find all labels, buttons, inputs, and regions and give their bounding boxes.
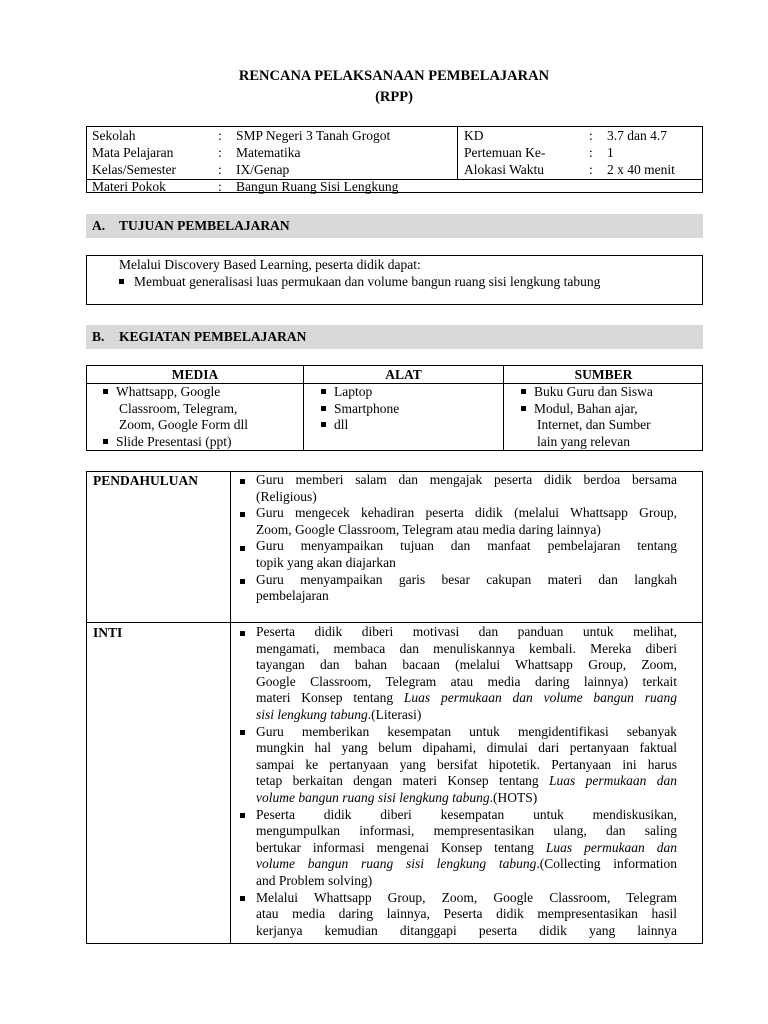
inti-italic-text: Luas permukaan dan volume bangun ruang	[403, 690, 677, 706]
inti-line: mengamati, membaca dan menuliskannya kembali. Mereka diberi	[256, 640, 677, 656]
info-table	[86, 126, 703, 193]
pendahuluan-line: pembelajaran	[256, 588, 329, 604]
inti-italic-text: volume bangun ruang sisi lengkung tabung	[256, 856, 537, 872]
column-divider	[230, 472, 231, 944]
section-b-letter: B.	[92, 329, 105, 344]
inti-text: .(HOTS)	[489, 790, 538, 805]
bullet-icon	[240, 896, 245, 901]
alat-item-text: Smartphone	[334, 400, 400, 416]
goals-box	[86, 255, 703, 305]
sumber-item-text: Modul, Bahan ajar,	[534, 400, 638, 416]
inti-line: atau media daring lainnya, Peserta didik mempresentasikan hasil	[256, 906, 677, 922]
bullet-icon	[240, 546, 245, 551]
sumber-item	[521, 384, 653, 401]
bullet-icon	[240, 512, 245, 517]
pendahuluan-label: PENDAHULUAN	[93, 473, 199, 488]
bullet-icon	[119, 279, 124, 284]
sumber-item	[521, 401, 638, 418]
pendahuluan-line: topik yang akan diajarkan	[256, 555, 396, 570]
meeting-value: 1	[607, 145, 614, 160]
resources-table	[86, 365, 703, 451]
inti-label: INTI	[93, 625, 123, 640]
bullet-icon	[521, 389, 526, 394]
alat-item-text: dll	[334, 417, 349, 432]
info-divider	[457, 127, 458, 179]
colon: :	[218, 145, 222, 160]
kd-label: KD	[464, 128, 484, 143]
pendahuluan-line: Guru menyampaikan tujuan dan manfaat pembelajaran tentang	[256, 538, 677, 554]
inti-line	[256, 790, 677, 807]
alat-item	[321, 384, 372, 401]
inti-line: mungkin hal yang belum dipahami, dimulai dari pertanyaan faktual	[256, 740, 677, 756]
inti-italic-text: sisi lengkung tabung	[256, 707, 368, 722]
inti-line	[256, 773, 677, 790]
subject-value: Matematika	[236, 145, 301, 160]
colon: :	[589, 128, 593, 143]
time-label: Alokasi Waktu	[464, 162, 545, 177]
bullet-icon	[321, 389, 326, 394]
material-value: Bangun Ruang Sisi Lengkung	[236, 179, 399, 194]
media-item-text: Whattsapp, Google	[116, 384, 221, 399]
inti-italic-text: volume bangun ruang sisi lengkung tabung	[256, 790, 490, 805]
inti-line	[256, 690, 677, 707]
pendahuluan-line: Zoom, Google Classroom, Telegram atau media daring lainnya)	[256, 521, 601, 537]
meeting-label: Pertemuan Ke-	[464, 145, 546, 160]
inti-line	[256, 707, 677, 724]
class-value: IX/Genap	[236, 162, 290, 177]
colon: :	[218, 162, 222, 177]
kd-value: 3.7 dan 4.7	[607, 128, 667, 143]
bullet-icon	[240, 813, 245, 818]
class-label: Kelas/Semester	[92, 162, 176, 177]
school-value: SMP Negeri 3 Tanah Grogot	[236, 128, 391, 143]
section-b-title: KEGIATAN PEMBELAJARAN	[119, 329, 307, 344]
section-a-letter: A.	[92, 218, 106, 233]
pendahuluan-line: (Religious)	[256, 488, 317, 504]
alat-item	[321, 401, 399, 418]
row-divider	[87, 943, 702, 944]
section-b-header	[86, 325, 703, 349]
bullet-icon	[321, 406, 326, 411]
activities-table	[86, 471, 703, 944]
material-label: Materi Pokok	[92, 179, 166, 194]
bullet-icon	[103, 439, 108, 444]
alat-item	[321, 417, 348, 434]
bullet-icon	[240, 479, 245, 484]
media-item	[103, 434, 231, 451]
pendahuluan-line: Guru mengecek kehadiran peserta didik (melalui Whattsapp Group,	[256, 505, 677, 521]
inti-line: mengumpulkan informasi, mempresentasikan ulang, dan saling	[256, 823, 677, 839]
bullet-icon	[240, 730, 245, 735]
inti-line	[256, 856, 677, 873]
inti-text: bertukar informasi mengenai Konsep tentang	[256, 839, 546, 855]
inti-italic-text: Luas permukaan dan	[549, 773, 678, 789]
document-title: RENCANA PELAKSANAAN PEMBELAJARAN	[238, 68, 550, 84]
goals-intro: Melalui Discovery Based Learning, peserta didik dapat:	[119, 257, 421, 272]
media-header: MEDIA	[171, 367, 219, 382]
section-a-title: TUJUAN PEMBELAJARAN	[119, 218, 290, 233]
inti-line: Guru memberikan kesempatan untuk mengidentifikasi sebanyak	[256, 723, 677, 739]
time-value: 2 x 40 menit	[607, 162, 675, 177]
document-subtitle: (RPP)	[375, 89, 413, 105]
colon: :	[218, 179, 222, 194]
school-label: Sekolah	[92, 128, 136, 143]
inti-text: tetap berkaitan dengan materi Konsep tentang	[256, 773, 550, 789]
inti-line: Google Classroom, Telegram atau media daring lainnya) terkait	[256, 673, 677, 689]
media-item-cont: Classroom, Telegram,	[119, 400, 238, 416]
inti-line: Peserta didik diberi motivasi dan panduan untuk melihat,	[256, 624, 677, 639]
inti-line	[256, 840, 677, 857]
alat-item-text: Laptop	[334, 384, 373, 399]
bullet-icon	[521, 406, 526, 411]
inti-italic-text: Luas permukaan dan	[545, 839, 677, 855]
inti-line: Peserta didik diberi kesempatan untuk mendiskusikan,	[256, 806, 677, 822]
row-divider	[87, 622, 702, 623]
goal-item	[119, 274, 600, 290]
bullet-icon	[103, 389, 108, 394]
sumber-item-text: Buku Guru dan Siswa	[534, 384, 653, 399]
colon: :	[218, 128, 222, 143]
section-a-header	[86, 214, 703, 238]
inti-text: materi Konsep tentang	[256, 690, 404, 706]
subject-label: Mata Pelajaran	[92, 145, 174, 160]
pendahuluan-line: Guru menyampaikan garis besar cakupan materi dan langkah	[256, 571, 677, 587]
inti-line: tayangan dan bahan bacaan (melalui Whattsapp Group, Zoom,	[256, 657, 677, 673]
inti-line: sampai ke pertanyaan yang bersifat hipotetik. Pertanyaan ini harus	[256, 756, 677, 772]
bullet-icon	[240, 631, 245, 636]
pendahuluan-line: Guru memberi salam dan mengajak peserta didik berdoa bersama	[256, 472, 677, 487]
inti-text: .(Collecting information	[536, 856, 677, 872]
sumber-item-cont: lain yang relevan	[537, 433, 630, 449]
inti-line: and Problem solving)	[256, 873, 373, 888]
sumber-header: SUMBER	[574, 367, 633, 382]
colon: :	[589, 162, 593, 177]
sumber-item-cont: Internet, dan Sumber	[537, 417, 651, 432]
inti-line: kerjanya kemudian ditanggapi peserta didik yang lainnya	[256, 922, 677, 938]
bullet-icon	[321, 422, 326, 427]
media-item	[103, 384, 220, 401]
media-item-text: Slide Presentasi (ppt)	[116, 433, 232, 449]
alat-header: ALAT	[385, 367, 422, 382]
media-item-cont: Zoom, Google Form dll	[119, 417, 248, 432]
inti-line: Melalui Whattsapp Group, Zoom, Google Classroom, Telegram	[256, 889, 677, 905]
colon: :	[589, 145, 593, 160]
bullet-icon	[240, 579, 245, 584]
inti-text: .(Literasi)	[367, 707, 422, 722]
goal-text: Membuat generalisasi luas permukaan dan volume bangun ruang sisi lengkung tabung	[134, 274, 601, 289]
